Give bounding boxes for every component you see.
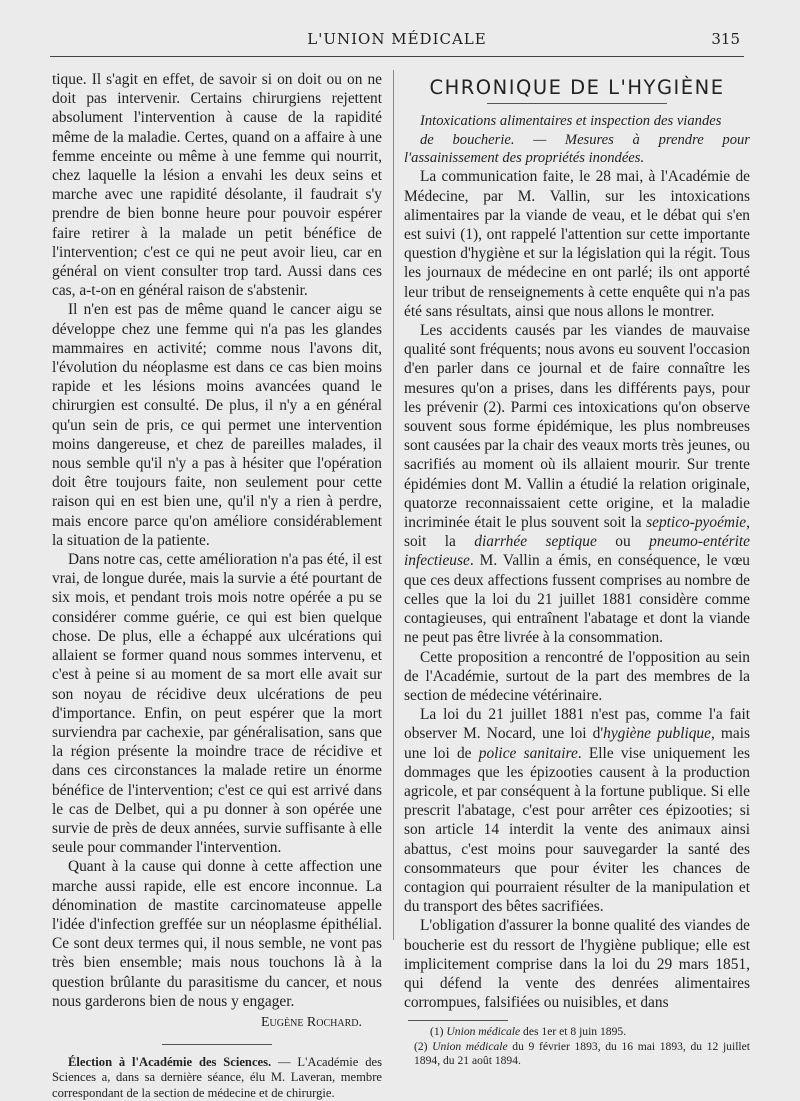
paragraph: L'obligation d'assurer la bonne qualité des viandes de boucherie est du ressort de l'hygiène publique; elle est implicitement comprise dans la loi du 29 mars 1851, qui défend la vente des denrées alimentaires corrompues, falsifiées ou nuisibles, et dans xyxy=(404,917,750,1012)
footnote-1 xyxy=(404,1025,750,1039)
footnote-journal: Union médicale xyxy=(446,1025,521,1039)
title-rule xyxy=(487,103,667,104)
text-run: Les accidents causés par les viandes de mauvaise qualité sont fréquents; nous avons eu souvent l'occasion d'en parler dans ce journal et de faire connaître les mesures qu'on a prises, dans les différents pays, pour les prévenir (2). Parmi ces intoxications qu'on observe souvent sous forme épidémique, les plus nombreuses sont causées par la chair des veaux morts très jeunes, ou sacrifiés au moment où ils allaient mourir. Sur trente épidémies dont M. Vallin a étudié la relation originale, quatorze reconnaissaient cette origine, et la maladie incriminée était le plus souvent soit la xyxy=(404,322,750,532)
paragraph: Cette proposition a rencontré de l'opposition au sein de l'Académie, surtout de la part des membres de la section de médecine vétérinaire. xyxy=(404,648,750,704)
paragraph: tique. Il s'agit en effet, de savoir si on doit ou on ne doit pas intervenir. Certains chirurgiens rejettent absolument l'intervention à cause de la rapidité même de la maladie. Certes, quand on a affaire à une femme enceinte ou même à une femme qui nourrit, chez laquelle la lésion a envahi les deux seins et marche avec une rapidité désolante, il faudrait s'y prendre de bien bonne heure pour pouvoir espérer faire retirer à la malade un petit bénéfice de l'intervention; c'est ce qui ne peut avoir lieu, car en général on vient consulter trop tard. Aussi dans ces cas, a-t-on en général raison de s'abstenir. xyxy=(52,71,382,300)
footnote-text: du 9 février 1893, du 16 mai 1893, du 12 juillet 1894, du 21 août 1894. xyxy=(414,1039,750,1068)
paragraph: Dans notre cas, cette amélioration n'a pas été, il est vrai, de longue durée, mais la survie a été pourtant de six mois, et pendant trois mois notre opérée a pu se considérer comme guérie, ce qui est bien quelque chose. De plus, elle a échappé aux ulcérations qui allaient se former quand nous sommes intervenu, et c'est à peine si au moment de sa mort elle avait sur son noyau de récidive deux ulcérations de peu d'importance. Enfin, on peut espérer que la mort surviendra par cachexie, par généralisation, sans que la région présente la moindre trace de récidive et dans ces circonstances la malade retire un énorme bénéfice de l'intervention; c'est ce qui est arrivé dans le cas de Delbet, qui a pu donner à son opérée une survie de près de deux années, survie suffisante à elle seule pour commander l'intervention. xyxy=(52,551,382,857)
section-subtitle xyxy=(404,112,750,167)
text-run: , mais une loi de xyxy=(404,725,750,762)
right-column xyxy=(404,70,750,1069)
footnote-marker: (2) xyxy=(414,1039,433,1053)
separator-rule xyxy=(162,1044,272,1045)
emphasis: diarrhée septique xyxy=(474,533,597,551)
paragraph xyxy=(404,321,750,647)
text-run: La loi du 21 juillet 1881 n'est pas, comme l'a fait observer M. Nocard, une loi d' xyxy=(404,706,750,743)
emphasis: hygiène publique xyxy=(603,725,711,743)
footnote-2 xyxy=(404,1040,750,1069)
emphasis: septico-pyoémie xyxy=(646,514,747,532)
column-divider xyxy=(393,70,394,940)
page-header xyxy=(50,26,744,57)
emphasis: police sanitaire xyxy=(478,744,578,762)
text-run: , soit la xyxy=(404,514,750,551)
subtitle-rest: de boucherie. — Mesures à prendre pour l'assainissement des propriétés inondées. xyxy=(404,131,750,167)
left-column xyxy=(52,70,382,1101)
footnote-text: des 1er et 8 juin 1895. xyxy=(520,1025,627,1039)
election-heading: Élection à l'Académie des Sciences. xyxy=(68,1055,272,1070)
paragraph xyxy=(404,705,750,916)
footnote-marker: (1) xyxy=(430,1025,447,1039)
emphasis: pneumo-entérite infectieuse xyxy=(404,533,750,570)
text-run: ou xyxy=(596,533,650,551)
journal-title: L'UNION MÉDICALE xyxy=(307,30,487,48)
section-title: CHRONIQUE DE L'HYGIÈNE xyxy=(429,76,725,99)
paragraph: La communication faite, le 28 mai, à l'Académie de Médecine, par M. Vallin, sur les intoxications alimentaires par la viande de veau, et le débat qui s'en est suivi (1), ont rappelé l'attention sur cette importante question d'hygiène et sur la législation qui la régit. Tous les journaux de médecine en ont parlé; ils ont apporté leur tribut de renseignements à cette enquête qui n'a pas été sans résultats, ainsi que nous allons le montrer. xyxy=(404,168,750,320)
paragraph: Quant à la cause qui donne à cette affection une marche aussi rapide, elle est encore inconnue. La dénomination de mastite carcinomateuse appelle l'idée d'infection greffée sur un néoplasme épithélial. Ce sont deux termes qui, il nous semble, ne vont pas très bien ensemble; mais nous touchons là à la question brûlante du parasitisme du cancer, et nous nous garderons bien de nous y engager. xyxy=(52,858,382,1010)
author-signature: Eugène Rochard. xyxy=(261,1014,362,1030)
subtitle-line: Intoxications alimentaires et inspection des viandes xyxy=(420,113,722,130)
page-number: 315 xyxy=(711,30,740,48)
footnote-journal: Union médicale xyxy=(432,1039,508,1053)
paragraph: Il n'en est pas de même quand le cancer aigu se développe chez une femme qui n'a pas les glandes mammaires en activité; comme nous l'avons dit, l'évolution du néoplasme est dans ce cas bien moins rapide et les lésions moins avancées quand le chirurgien est consulté. De plus, il n'y a en général qu'un sein de pris, ce qui permet une intervention moins dangereuse, et chez de pareilles malades, il nous semble qu'il n'y a pas à hésiter que l'opération doit être toujours faite, non seulement pour cette raison qui en est bien une, qu'il n'y a rien à perdre, mais encore parce qu'on améliore considérablement la situation de la patiente. xyxy=(52,301,382,549)
election-text: — L'Académie des Sciences a, dans sa dernière séance, élu M. Laveran, membre correspondant de la section de médecine et de chirurgie. xyxy=(52,1055,382,1100)
text-run: . M. Vallin a émis, en conséquence, le vœu que ces deux affections fussent comprises au nombre de celles que la loi du 21 juillet 1881 considère comme contagieuses, qui entraînent l'abatage et dont la viande ne peut pas être livrée à la consommation. xyxy=(404,552,750,647)
footnote-rule xyxy=(408,1020,508,1021)
text-run: . Elle vise uniquement les dommages que les épizooties causent à la production agricole, et par conséquent à la fortune publique. Si elle prescrit l'abatage, c'est pour arrêter ces épizooties; si son article 14 interdit la vente des animaux ainsi abattus, c'est moins pour sauvegarder la santé des consommateurs que pour éviter les chances de contagion qui pourraient résulter de la manipulation et du transport des bêtes sacrifiées. xyxy=(404,744,750,916)
